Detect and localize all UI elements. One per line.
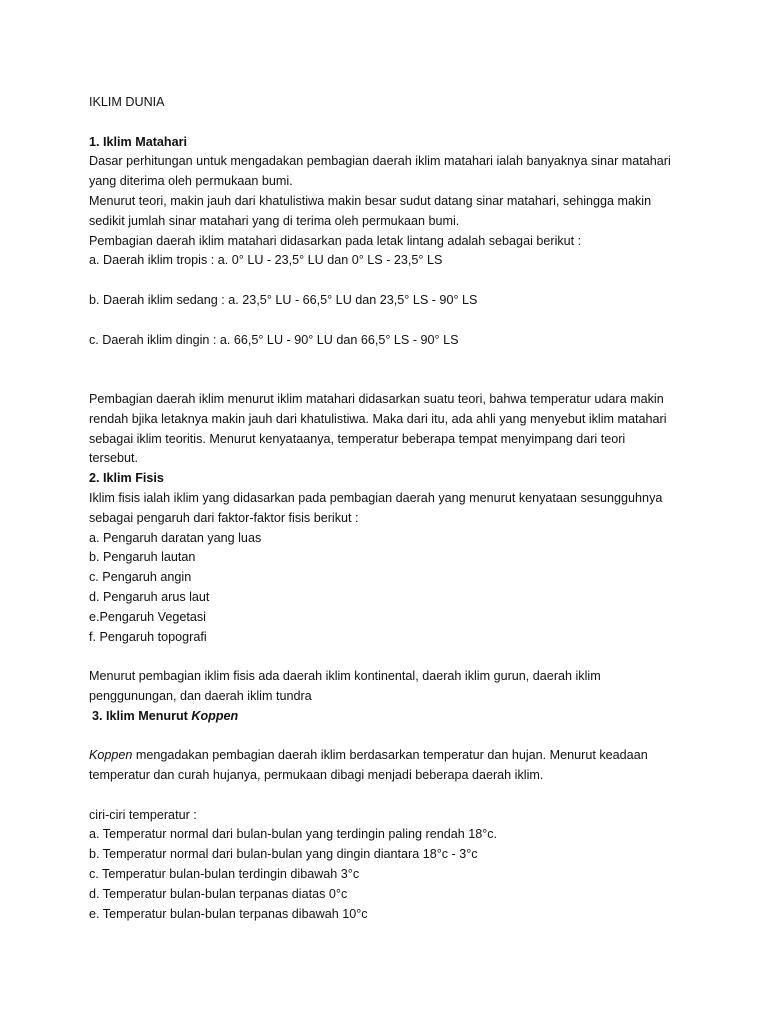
climate-zone-item: b. Daerah iklim sedang : a. 23,5° LU - 66,5° LU dan 23,5° LS - 90° LS <box>89 292 478 307</box>
list-heading: ciri-ciri temperatur : <box>89 807 197 822</box>
list-item: b. Pengaruh lautan <box>89 550 196 565</box>
paragraph-line: penggunungan, dan daerah iklim tundra <box>89 688 312 703</box>
list-item: e. Temperatur bulan-bulan terpanas dibawah 10°c <box>89 906 368 921</box>
paragraph-line: Pembagian daerah iklim menurut iklim matahari didasarkan suatu teori, bahwa temperatur udara makin <box>89 391 664 406</box>
document-title: IKLIM DUNIA <box>89 95 165 109</box>
section-heading-iklim-matahari: 1. Iklim Matahari <box>89 134 187 149</box>
list-item: b. Temperatur normal dari bulan-bulan yang dingin diantara 18°c - 3°c <box>89 847 478 862</box>
climate-zone-item: a. Daerah iklim tropis : a. 0° LU - 23,5° LU dan 0° LS - 23,5° LS <box>89 253 443 268</box>
paragraph-line: Menurut pembagian iklim fisis ada daerah iklim kontinental, daerah iklim gurun, daerah iklim <box>89 669 601 684</box>
paragraph-line <box>89 746 689 766</box>
spacer <box>89 271 689 291</box>
paragraph-line: sebagai iklim teoritis. Menurut kenyataanya, temperatur beberapa tempat menyimpang dari teori <box>89 431 626 446</box>
spacer <box>89 727 689 747</box>
paragraph-line: tersebut. <box>89 451 139 466</box>
paragraph-line: Dasar perhitungan untuk mengadakan pembagian daerah iklim matahari ialah banyaknya sinar matahari <box>89 154 671 169</box>
heading-text: 3. Iklim Menurut <box>92 708 192 723</box>
paragraph-line: Menurut teori, makin jauh dari khatulistiwa makin besar sudut datang sinar matahari, sehingga makin <box>89 193 652 208</box>
spacer <box>89 370 689 390</box>
list-item: c. Pengaruh angin <box>89 570 192 585</box>
list-item: a. Temperatur normal dari bulan-bulan yang terdingin paling rendah 18°c. <box>89 827 498 842</box>
list-item: d. Pengaruh arus laut <box>89 589 210 604</box>
list-item: e.Pengaruh Vegetasi <box>89 609 206 624</box>
paragraph-line: Pembagian daerah iklim matahari didasarkan pada letak lintang adalah sebagai berikut : <box>89 233 582 248</box>
paragraph-line: temperatur dan curah hujanya, permukaan dibagi menjadi beberapa daerah iklim. <box>89 768 544 783</box>
spacer <box>89 786 689 806</box>
section-heading-iklim-koppen <box>89 707 689 727</box>
spacer <box>89 350 689 370</box>
list-item: d. Temperatur bulan-bulan terpanas diatas 0°c <box>89 886 348 901</box>
spacer <box>89 311 689 331</box>
paragraph-text: mengadakan pembagian daerah iklim berdasarkan temperatur dan hujan. Menurut keadaan <box>132 748 648 763</box>
paragraph-line: rendah bjika letaknya makin jauh dari khatulistiwa. Maka dari itu, ada ahli yang menyebut iklim matahari <box>89 411 667 426</box>
document-page <box>89 93 689 924</box>
paragraph-line: sedikit jumlah sinar matahari yang di terima oleh permukaan bumi. <box>89 213 460 228</box>
spacer <box>89 113 689 133</box>
spacer <box>89 647 689 667</box>
heading-italic-text: Koppen <box>191 708 239 723</box>
list-item: f. Pengaruh topografi <box>89 629 207 644</box>
list-item: c. Temperatur bulan-bulan terdingin dibawah 3°c <box>89 867 360 882</box>
paragraph-line: Iklim fisis ialah iklim yang didasarkan pada pembagian daerah yang menurut kenyataan sesungguhnya <box>89 490 663 505</box>
climate-zone-item: c. Daerah iklim dingin : a. 66,5° LU - 90° LU dan 66,5° LS - 90° LS <box>89 332 459 347</box>
italic-term: Koppen <box>89 748 133 763</box>
paragraph-line: yang diterima oleh permukaan bumi. <box>89 174 293 189</box>
paragraph-line: sebagai pengaruh dari faktor-faktor fisis berikut : <box>89 510 359 525</box>
section-heading-iklim-fisis: 2. Iklim Fisis <box>89 471 164 486</box>
list-item: a. Pengaruh daratan yang luas <box>89 530 262 545</box>
